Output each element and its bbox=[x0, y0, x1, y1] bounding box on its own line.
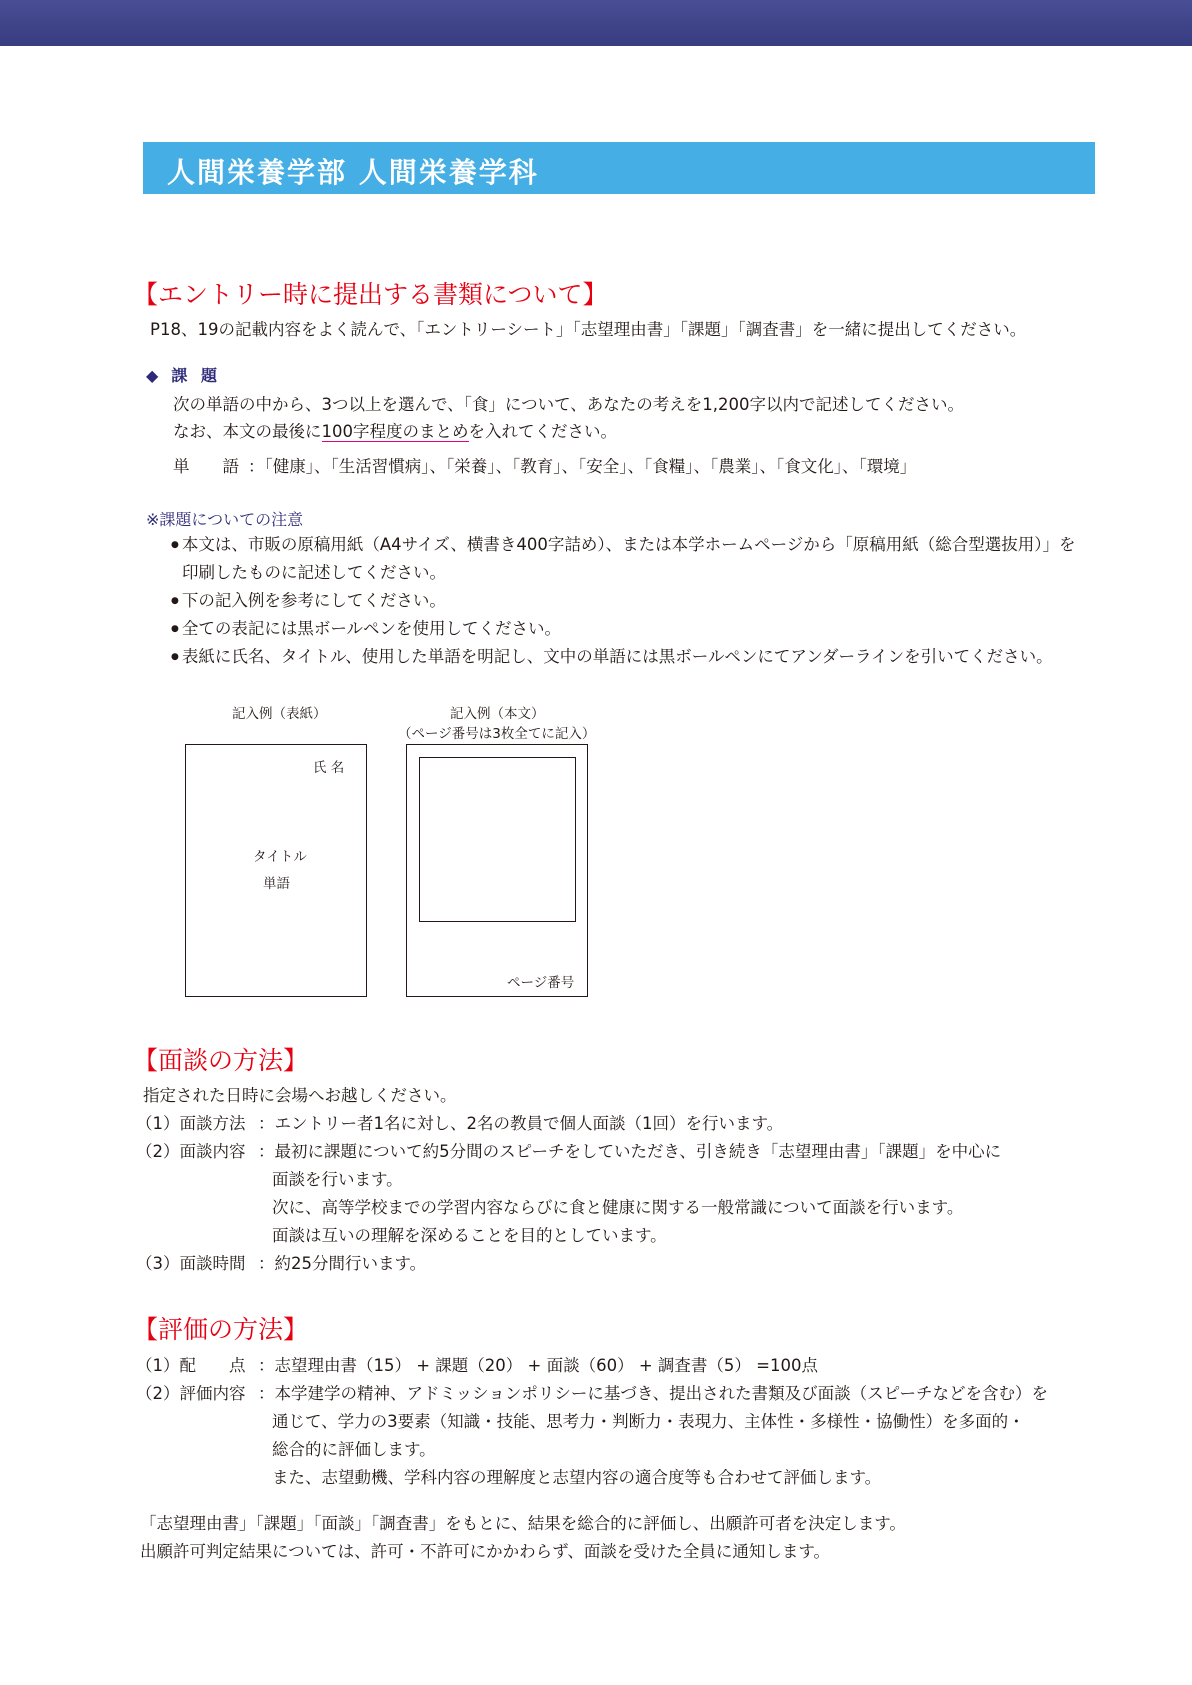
interview-content-2: 面談を行います。 bbox=[272, 1170, 403, 1189]
evaluation-content-4: また、志望動機、学科内容の理解度と志望内容の適合度等も合わせて評価します。 bbox=[272, 1468, 882, 1487]
top-decorative-band bbox=[0, 0, 1192, 46]
task-line-2-post: を入れてください。 bbox=[468, 422, 617, 441]
note-item: ● 下の記入例を参考にしてください。 bbox=[171, 593, 446, 610]
body-example-sheet bbox=[406, 744, 588, 997]
interview-method-label: （1）面談方法 bbox=[136, 1114, 246, 1133]
task-line-1: 次の単語の中から、3つ以上を選んで、「食」について、あなたの考えを1,200字以内で記述してください。 bbox=[173, 395, 964, 414]
department-title: 人間栄養学部 人間栄養学科 bbox=[167, 156, 539, 189]
body-example-caption: 記入例（本文） bbox=[450, 706, 545, 722]
body-example-subcaption: （ページ番号は3枚全てに記入） bbox=[398, 726, 596, 742]
words-label: 単 語 bbox=[173, 457, 239, 476]
evaluation-content-3: 総合的に評価します。 bbox=[272, 1440, 436, 1459]
summary-requirement: 100字程度のまとめ bbox=[321, 422, 469, 441]
interview-content-4: 面談は互いの理解を深めることを目的としています。 bbox=[272, 1226, 667, 1245]
evaluation-heading: 【評価の方法】 bbox=[133, 1315, 309, 1344]
interview-content-1: ：最初に課題について約5分間のスピーチをしていただき、引き続き「志望理由書」「課題」を中心に bbox=[258, 1142, 1002, 1161]
interview-time: ：約25分間行います。 bbox=[258, 1254, 427, 1273]
department-title-bar bbox=[143, 142, 1095, 194]
note-item-continued: 印刷したものに記述してください。 bbox=[182, 563, 446, 582]
entry-heading: 【エントリー時に提出する書類について】 bbox=[133, 280, 608, 309]
task-heading: 課 題 bbox=[171, 366, 221, 385]
task-line-2-pre: なお、本文の最後に bbox=[173, 422, 322, 441]
evaluation-closing-2: 出願許可判定結果については、許可・不許可にかかわらず、面談を受けた全員に通知します。 bbox=[140, 1542, 831, 1561]
interview-content-3: 次に、高等学校までの学習内容ならびに食と健康に関する一般常識について面談を行います。 bbox=[272, 1198, 964, 1217]
cover-example-sheet bbox=[185, 744, 367, 997]
cover-name-label: 氏 名 bbox=[313, 760, 345, 776]
evaluation-closing-1: 「志望理由書」「課題」「面談」「調査書」をもとに、結果を総合的に評価し、出願許可者を決定します。 bbox=[140, 1514, 906, 1533]
note-item: ● 全ての表記には黒ボールペンを使用してください。 bbox=[171, 621, 561, 638]
evaluation-content-2: 通じて、学力の3要素（知識・技能、思考力・判断力・表現力、主体性・多様性・協働性）を多面的・ bbox=[272, 1412, 1025, 1431]
note-item: ● 本文は、市販の原稿用紙（A4サイズ、横書き400字詰め）、または本学ホームページから「原稿用紙（総合型選抜用）」を bbox=[171, 537, 1075, 554]
interview-intro: 指定された日時に会場へお越しください。 bbox=[143, 1086, 457, 1105]
task-heading-row bbox=[146, 363, 221, 386]
body-text-area bbox=[419, 757, 576, 922]
cover-word-label: 単語 bbox=[263, 876, 290, 892]
evaluation-points-label: （1）配 点 bbox=[136, 1356, 246, 1375]
cover-example-caption: 記入例（表紙） bbox=[232, 706, 327, 722]
evaluation-points: ：志望理由書（15） + 課題（20） + 面談（60） + 調査書（5） =100点 bbox=[258, 1356, 818, 1375]
words-list: ：「健康」、「生活習慣病」、「栄養」、「教育」、「安全」、「食糧」、「農業」、「食文化」、「環境」 bbox=[248, 457, 917, 476]
notes-heading: ※課題についての注意 bbox=[146, 510, 304, 529]
diamond-icon: ◆ bbox=[146, 366, 159, 385]
interview-method: ：エントリー者1名に対し、2名の教員で個人面談（1回）を行います。 bbox=[258, 1114, 784, 1133]
cover-title-label: タイトル bbox=[253, 849, 307, 865]
evaluation-content-label: （2）評価内容 bbox=[136, 1384, 246, 1403]
note-item: ● 表紙に氏名、タイトル、使用した単語を明記し、文中の単語には黒ボールペンにてアンダーラインを引いてください。 bbox=[171, 649, 1053, 666]
page-number-label: ページ番号 bbox=[507, 975, 575, 991]
interview-content-label: （2）面談内容 bbox=[136, 1142, 246, 1161]
entry-intro: P18、19の記載内容をよく読んで、「エントリーシート」「志望理由書」「課題」「調査書」を一緒に提出してください。 bbox=[150, 320, 1027, 339]
task-line-2 bbox=[173, 424, 617, 441]
evaluation-content-1: ：本学建学の精神、アドミッションポリシーに基づき、提出された書類及び面談（スピーチなどを含む）を bbox=[258, 1384, 1049, 1403]
interview-heading: 【面談の方法】 bbox=[133, 1046, 309, 1075]
interview-time-label: （3）面談時間 bbox=[136, 1254, 246, 1273]
